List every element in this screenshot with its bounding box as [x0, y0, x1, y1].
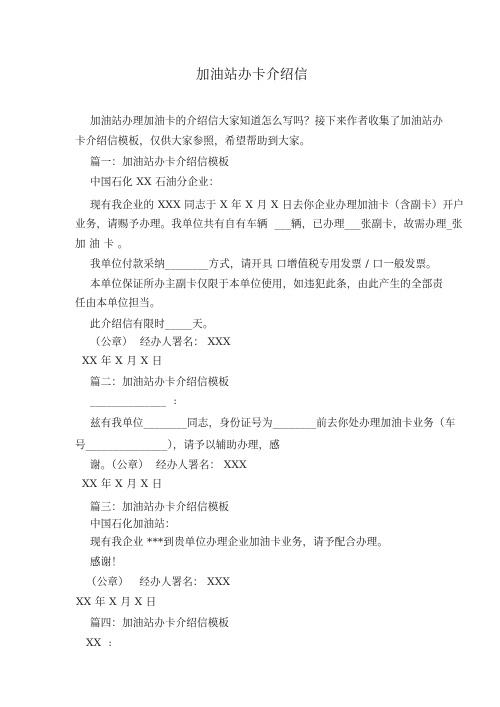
body-line: 加 油 卡 。: [75, 238, 129, 250]
date-line: XX 年 X 月 X 日: [82, 355, 163, 367]
intro-line-2: 卡介绍信模板，仅供大家参照，希望帮助到大家。: [75, 135, 311, 147]
body-line: 兹有我单位________同志，身份证号为________前去你处办理加油卡业务（车: [90, 417, 456, 429]
body-line: 号_______________），请予以辅助办理，感: [75, 439, 280, 451]
section-heading-3: 篇三：加油站办卡介绍信模板: [90, 501, 230, 513]
date-line: XX 年 X 月 X 日: [76, 596, 157, 608]
body-line: 我单位付款采纳________方式，请开具 口增值税专用发票 / 口一般发票。: [90, 258, 437, 270]
addressee-line: 中国石化 XX 石油分企业：: [90, 176, 220, 188]
body-line: 感谢！: [90, 556, 123, 568]
intro-line-1: 加油站办理加油卡的介绍信大家知道怎么写吗？接下来作者收集了加油站办: [90, 115, 444, 127]
addressee-line: XX :: [86, 637, 113, 649]
body-line: 业务，请赐予办理。我单位共有自有车辆 ___辆，已办理___张副卡，故需办理_张: [75, 218, 463, 230]
body-line: 此介绍信有限时_____天。: [90, 318, 214, 330]
document-title: 加油站办卡介绍信: [196, 67, 308, 83]
addressee-line: ______________ :: [90, 395, 178, 407]
body-line: 现有我企业 ***到贵单位办理企业加油卡业务，请予配合办理。: [90, 536, 389, 548]
section-heading-4: 篇四：加油站办卡介绍信模板: [90, 617, 230, 629]
signature-line: （公章） 经办人署名： XXX: [90, 336, 231, 348]
body-line: 任由本单位担当。: [75, 297, 161, 309]
section-heading-1: 篇一：加油站办卡介绍信模板: [90, 156, 230, 168]
signature-line: 谢。（公章） 经办人署名： XXX: [90, 459, 247, 471]
body-line: 本单位保证所办主副卡仅限于本单位使用，如违犯此条，由此产生的全部责: [90, 278, 444, 290]
body-line: 现有我企业的 XXX 同志于 X 年 X 月 X 日去你企业办理加油卡（含副卡）开户: [90, 199, 464, 211]
addressee-line: 中国石化加油站：: [90, 518, 176, 530]
date-line: XX 年 X 月 X 日: [82, 478, 163, 490]
signature-line: （公章） 经办人署名： XXX: [86, 576, 231, 588]
section-heading-2: 篇二：加油站办卡介绍信模板: [90, 376, 230, 388]
